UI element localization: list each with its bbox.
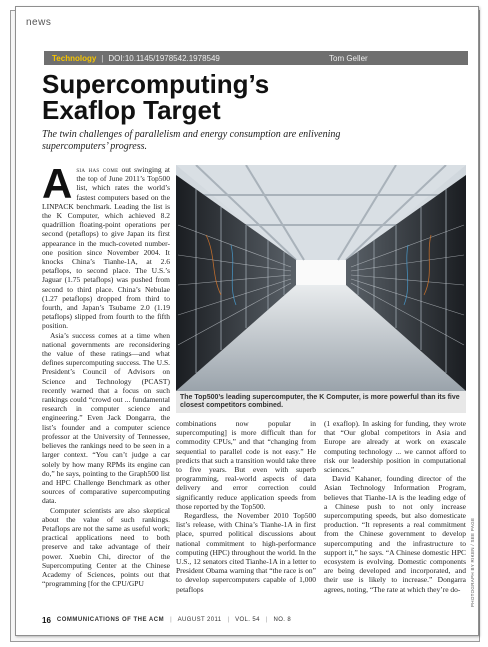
text-column-3 <box>324 419 466 594</box>
issue-date: AUGUST 2011 <box>177 617 222 623</box>
lead-in: sia has come <box>76 165 119 174</box>
journal-name: COMMUNICATIONS OF THE ACM <box>56 617 165 623</box>
page-footer <box>42 615 466 625</box>
issue-number: NO. 8 <box>273 617 292 623</box>
category-label: Technology <box>52 53 97 63</box>
paragraph-text: out swinging at the top of June 2011’s Top500 list, which rates the world’s fastest computers based on the LINPACK benchmark. Leading the list is the K Computer, which achieved 8.2 quadrillion floating-point operations per second (petaflops) to give Japan its first appearance in the much-coveted number-one position since November 2004. It knocks China’s Tianhe-1A, at 2.6 petaflops, to second place. The U.S.’s Jaguar (1.75 petaflops) was pushed from second to third place. China’s Nebulae (1.27 petaflops) dropped from third to fourth, and Japan’s Tsubame 2.0 (1.19 petaflops) slipped from fourth to the fifth position. <box>42 165 170 331</box>
doi-label: DOI:10.1145/1978542.1978549 <box>108 53 220 63</box>
volume-label: VOL. 54 <box>235 617 260 623</box>
header-separator: | <box>101 53 104 63</box>
text-column-1 <box>42 160 170 589</box>
author-name: Tom Geller <box>329 53 368 63</box>
paragraph: Asia’s success comes at a time when national governments are reconsidering the value of these ratings—and what defines supercomputing success. The U.S. President’s Council of Advisors on Science and Technology (PCAST) recently warned that a focus on such rankings could “crowd out ... fundamental research in computer science and engineering.” Even Jack Dongarra, the list’s founder and a computer science professor at the University of Tennessee, believes the rankings need to be seen in a larger context. “You can’t judge a car solely by how many RPMs its engine can do,” he says, pointing to the Graph500 list and HPC Challenge Benchmark as other sources of comparative supercomputing data. <box>42 330 170 506</box>
paragraph: (1 exaflop). In asking for funding, they wrote that “Our global competitors in Asia and Europe are already at work on exascale computing technology ... we cannot afford to risk our leadership position in computational sciences.” <box>324 419 466 475</box>
article-deck: The twin challenges of parallelism and energy consumption are enlivening supercomputers’ progress. <box>42 129 341 152</box>
title-line-1: Supercomputing’s <box>42 69 270 99</box>
text-column-2 <box>176 419 316 594</box>
paragraph: combinations now popular in supercomputing] is more difficult than for commodity CPUs,” and that “changing from sequential to parallel code is not easy.” He predicts that such a transition would take three to five years. But even with superb programming, real-world aspects of data delivery and error correction could significantly reduce application speeds from those reported by the Top500. <box>176 419 316 511</box>
article-header-bar <box>44 51 468 65</box>
paragraph: Computer scientists are also skeptical about the value of such rankings. Petaflops are not the same as useful work; practical applications need to both preserve and take advantage of their power. Xuebin Chi, director of the Supercomputing Center at the Chinese Academy of Sciences, points out that “programming [for the CPU/GPU <box>42 505 170 589</box>
supercomputer-photo <box>176 165 466 391</box>
section-label: news <box>26 17 52 28</box>
page-number: 16 <box>42 615 51 625</box>
article-title <box>42 71 462 123</box>
photo-credit: PHOTOGRAPH BY RIKEN / SEE PAGE <box>470 517 475 607</box>
paragraph: Regardless, the November 2010 Top500 list’s release, with China’s Tianhe-1A in first place, spurred political discussions about national commitment to high-performance computing (HPC) throughout the world. In the U.S., 12 senators cited Tianhe-1A in a letter to President Obama warning that “the race is on” to develop supercomputers capable of 1,000 petaflops <box>176 511 316 594</box>
drop-cap: A <box>42 160 73 207</box>
photo-caption: The Top500’s leading supercomputer, the K Computer, is more powerful than its five closest competitors combined. <box>176 391 466 413</box>
magazine-page <box>15 6 479 636</box>
server-aisle-image <box>176 165 466 391</box>
paragraph: David Kahaner, founding director of the Asian Technology Information Program, believes that Tianhe-1A is the leading edge of a Chinese push to not only increase supercomputing speeds, but also domesticate production. “It represents a real commitment from the Chinese government to develop supercomputing and the infrastructure to support it,” he says. “A Chinese domestic HPC ecosystem is evolving. Domestic components are being developed and incorporated, and their use is likely to increase.” Dongarra agrees, noting, “The rate at which they’re do- <box>324 474 466 594</box>
footer-separator: | <box>265 617 268 623</box>
title-line-2: Exaflop Target <box>42 95 221 125</box>
paragraph <box>42 160 170 331</box>
footer-separator: | <box>170 617 172 623</box>
footer-separator: | <box>227 617 230 623</box>
